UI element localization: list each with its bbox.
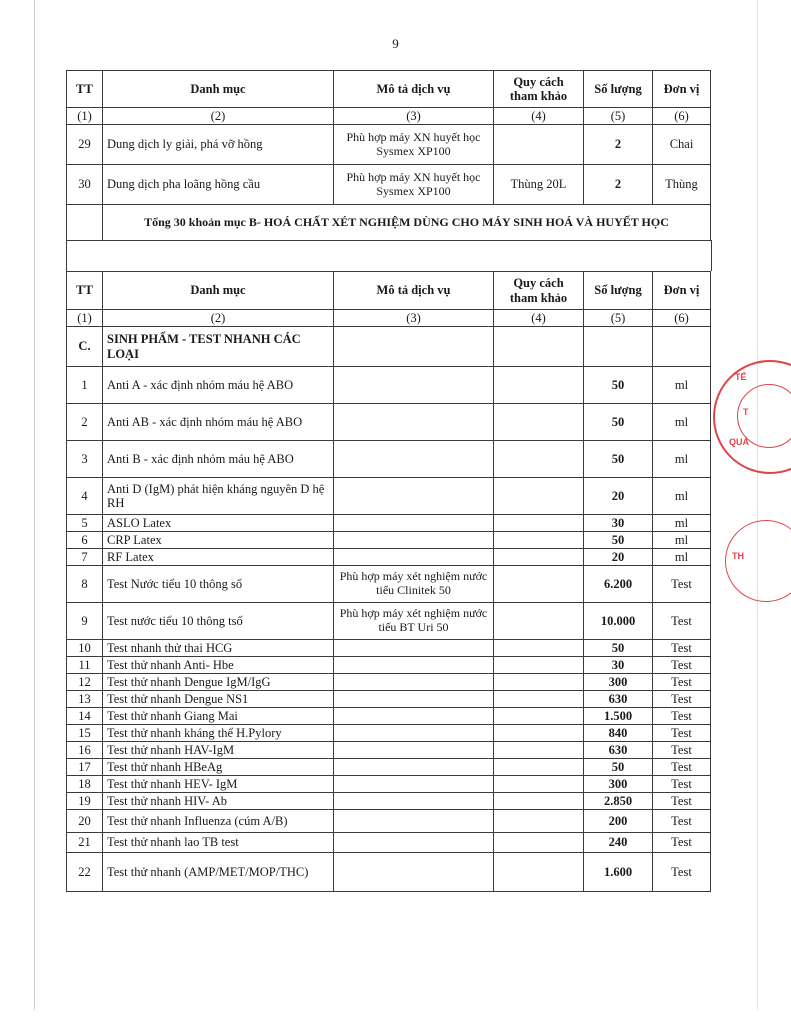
cell-tt: 6	[67, 532, 103, 549]
cell-qty: 10.000	[584, 603, 653, 640]
cell-spec	[494, 367, 584, 404]
cell-desc: Phù hợp máy XN huyết học Sysmex XP100	[334, 125, 494, 165]
table-section-b	[66, 70, 711, 241]
col-index: (6)	[653, 108, 711, 125]
cell-qty: 50	[584, 367, 653, 404]
cell-tt: 4	[67, 478, 103, 515]
cell-unit: ml	[653, 549, 711, 566]
col-index: (4)	[494, 108, 584, 125]
cell-qty: 300	[584, 776, 653, 793]
cell-spec	[494, 640, 584, 657]
cell-name: Anti AB - xác định nhóm máu hệ ABO	[103, 404, 334, 441]
col-index: (3)	[334, 108, 494, 125]
cell-spec	[494, 776, 584, 793]
cell-qty: 30	[584, 657, 653, 674]
blank-spacer	[66, 240, 712, 271]
cell-unit: ml	[653, 532, 711, 549]
cell-qty: 6.200	[584, 566, 653, 603]
cell-name: Anti B - xác định nhóm máu hệ ABO	[103, 441, 334, 478]
cell-desc	[334, 640, 494, 657]
cell-name: RF Latex	[103, 549, 334, 566]
col-index: (2)	[103, 108, 334, 125]
cell-unit: Test	[653, 776, 711, 793]
cell-qty: 50	[584, 532, 653, 549]
cell-tt: 18	[67, 776, 103, 793]
header-mo-ta: Mô tả dịch vụ	[334, 71, 494, 108]
cell-name: Test thử nhanh HIV- Ab	[103, 793, 334, 810]
cell-tt: 15	[67, 725, 103, 742]
table-row	[67, 776, 711, 793]
cell-desc	[334, 742, 494, 759]
cell-tt: 19	[67, 793, 103, 810]
header-danh-muc: Danh mục	[103, 71, 334, 108]
header-don-vi: Đơn vị	[653, 272, 711, 310]
cell-spec	[494, 515, 584, 532]
cell-desc	[334, 691, 494, 708]
cell-spec	[494, 708, 584, 725]
header-tt: TT	[67, 71, 103, 108]
cell-desc	[334, 776, 494, 793]
cell-qty: 50	[584, 404, 653, 441]
table-section-c	[66, 271, 711, 892]
cell-qty: 2	[584, 165, 653, 205]
cell-qty: 200	[584, 810, 653, 833]
table-row	[67, 657, 711, 674]
cell-qty: 1.500	[584, 708, 653, 725]
table-row	[67, 125, 711, 165]
header-tt: TT	[67, 272, 103, 310]
table-row	[67, 566, 711, 603]
cell-name: CRP Latex	[103, 532, 334, 549]
cell-tt: 12	[67, 674, 103, 691]
table-row	[67, 708, 711, 725]
cell-name: Test thử nhanh Dengue NS1	[103, 691, 334, 708]
cell-desc	[334, 810, 494, 833]
cell-qty: 50	[584, 441, 653, 478]
cell-unit: ml	[653, 515, 711, 532]
col-index: (1)	[67, 310, 103, 327]
summary-text: Tổng 30 khoản mục B- HOÁ CHẤT XÉT NGHIỆM DÙNG CHO MÁY SINH HOÁ VÀ HUYẾT HỌC	[103, 205, 711, 241]
cell-name: Test thử nhanh HAV-IgM	[103, 742, 334, 759]
page-edge-right	[757, 0, 758, 1010]
cell-name: Test Nước tiểu 10 thông số	[103, 566, 334, 603]
cell-desc	[334, 725, 494, 742]
cell-qty: 2	[584, 125, 653, 165]
table-row	[67, 759, 711, 776]
partial-red-seal: TH	[725, 520, 791, 602]
cell-spec	[494, 833, 584, 853]
cell-unit: ml	[653, 367, 711, 404]
cell-name: Test thử nhanh HEV- IgM	[103, 776, 334, 793]
table-row	[67, 165, 711, 205]
table-row	[67, 810, 711, 833]
cell-spec	[494, 725, 584, 742]
cell-tt: 11	[67, 657, 103, 674]
cell-name: Test thử nhanh kháng thể H.Pylory	[103, 725, 334, 742]
cell-desc	[334, 515, 494, 532]
cell-desc	[334, 793, 494, 810]
cell-unit: Test	[653, 833, 711, 853]
cell-spec	[494, 742, 584, 759]
cell-unit: Thùng	[653, 165, 711, 205]
col-index: (4)	[494, 310, 584, 327]
cell-desc	[334, 708, 494, 725]
cell-qty: 50	[584, 759, 653, 776]
cell-empty	[584, 327, 653, 367]
table-row	[67, 640, 711, 657]
cell-name: Dung dịch pha loãng hồng cầu	[103, 165, 334, 205]
table-row	[67, 549, 711, 566]
cell-spec	[494, 674, 584, 691]
cell-name: Test thử nhanh Dengue IgM/IgG	[103, 674, 334, 691]
col-index: (3)	[334, 310, 494, 327]
cell-qty: 840	[584, 725, 653, 742]
page-number: 9	[392, 36, 399, 51]
cell-empty	[494, 327, 584, 367]
column-index-row	[67, 108, 711, 125]
table-row	[67, 532, 711, 549]
column-index-row	[67, 310, 711, 327]
cell-unit: Test	[653, 725, 711, 742]
cell-tt: 16	[67, 742, 103, 759]
cell-desc: Phù hợp máy xét nghiệm nước tiểu BT Uri 50	[334, 603, 494, 640]
cell-tt: 8	[67, 566, 103, 603]
table-header-row	[67, 71, 711, 108]
cell-desc	[334, 853, 494, 892]
cell-tt: 20	[67, 810, 103, 833]
cell-name: Anti D (IgM) phát hiện kháng nguyên D hệ RH	[103, 478, 334, 515]
cell-unit: Test	[653, 853, 711, 892]
cell-spec	[494, 549, 584, 566]
cell-qty: 30	[584, 515, 653, 532]
cell-spec	[494, 759, 584, 776]
cell-desc	[334, 532, 494, 549]
header-don-vi: Đơn vị	[653, 71, 711, 108]
table-row	[67, 691, 711, 708]
cell-unit: Test	[653, 674, 711, 691]
cell-desc	[334, 759, 494, 776]
cell-tt: 30	[67, 165, 103, 205]
cell-desc	[334, 657, 494, 674]
cell-spec	[494, 566, 584, 603]
cell-unit: Test	[653, 793, 711, 810]
cell-tt: 1	[67, 367, 103, 404]
cell-qty: 20	[584, 549, 653, 566]
col-index: (1)	[67, 108, 103, 125]
cell-qty: 2.850	[584, 793, 653, 810]
table-row	[67, 515, 711, 532]
cell-desc	[334, 478, 494, 515]
table-row	[67, 742, 711, 759]
col-index: (5)	[584, 108, 653, 125]
table-row	[67, 725, 711, 742]
cell-spec	[494, 691, 584, 708]
cell-unit: Test	[653, 603, 711, 640]
col-index: (2)	[103, 310, 334, 327]
cell-unit: ml	[653, 441, 711, 478]
section-code: C.	[67, 327, 103, 367]
cell-desc	[334, 833, 494, 853]
cell-name: Test thử nhanh Anti- Hbe	[103, 657, 334, 674]
cell-tt: 5	[67, 515, 103, 532]
cell-desc: Phù hợp máy XN huyết học Sysmex XP100	[334, 165, 494, 205]
cell-spec: Thùng 20L	[494, 165, 584, 205]
table-row	[67, 478, 711, 515]
summary-row	[67, 205, 711, 241]
cell-name: ASLO Latex	[103, 515, 334, 532]
cell-spec	[494, 810, 584, 833]
cell-name: Test nhanh thử thai HCG	[103, 640, 334, 657]
cell-name: Test thử nhanh Giang Mai	[103, 708, 334, 725]
cell-unit: ml	[653, 478, 711, 515]
cell-unit: Test	[653, 708, 711, 725]
cell-unit: Test	[653, 640, 711, 657]
cell-spec	[494, 853, 584, 892]
table-row	[67, 833, 711, 853]
cell-empty	[334, 327, 494, 367]
cell-qty: 630	[584, 742, 653, 759]
cell-name: Dung dịch ly giải, phá vỡ hồng	[103, 125, 334, 165]
cell-tt: 22	[67, 853, 103, 892]
cell-tt: 2	[67, 404, 103, 441]
cell-unit: Test	[653, 691, 711, 708]
cell-name: Test thử nhanh HBeAg	[103, 759, 334, 776]
cell-name: Test thử nhanh (AMP/MET/MOP/THC)	[103, 853, 334, 892]
cell-unit: Test	[653, 759, 711, 776]
section-heading-row	[67, 327, 711, 367]
table-row	[67, 793, 711, 810]
table-row	[67, 441, 711, 478]
cell-tt: 21	[67, 833, 103, 853]
cell-spec	[494, 603, 584, 640]
table-row	[67, 603, 711, 640]
cell-tt: 29	[67, 125, 103, 165]
cell-desc	[334, 549, 494, 566]
cell-spec	[494, 404, 584, 441]
header-quy-cach: Quy cách tham khảo	[494, 272, 584, 310]
cell-unit: Test	[653, 810, 711, 833]
cell-desc	[334, 441, 494, 478]
header-quy-cach: Quy cách tham khảo	[494, 71, 584, 108]
table-header-row	[67, 272, 711, 310]
col-index: (5)	[584, 310, 653, 327]
cell-name: Anti A - xác định nhóm máu hệ ABO	[103, 367, 334, 404]
cell-tt: 17	[67, 759, 103, 776]
table-row	[67, 674, 711, 691]
cell-spec	[494, 125, 584, 165]
cell-qty: 300	[584, 674, 653, 691]
section-title: SINH PHẨM - TEST NHANH CÁC LOẠI	[103, 327, 334, 367]
cell-desc	[334, 404, 494, 441]
cell-unit: Chai	[653, 125, 711, 165]
cell-spec	[494, 532, 584, 549]
cell-spec	[494, 793, 584, 810]
page-edge-left	[34, 0, 35, 1010]
cell-unit: Test	[653, 657, 711, 674]
cell-name: Test thử nhanh Influenza (cúm A/B)	[103, 810, 334, 833]
table-row	[67, 367, 711, 404]
table-row	[67, 404, 711, 441]
cell-spec	[494, 478, 584, 515]
col-index: (6)	[653, 310, 711, 327]
table-row	[67, 853, 711, 892]
cell-qty: 630	[584, 691, 653, 708]
header-danh-muc: Danh mục	[103, 272, 334, 310]
cell-tt: 10	[67, 640, 103, 657]
cell-tt: 3	[67, 441, 103, 478]
cell-spec	[494, 441, 584, 478]
cell-name: Test nước tiểu 10 thông tsố	[103, 603, 334, 640]
cell-tt: 7	[67, 549, 103, 566]
cell-qty: 50	[584, 640, 653, 657]
cell-tt: 13	[67, 691, 103, 708]
cell-name: Test thử nhanh lao TB test	[103, 833, 334, 853]
cell-tt: 14	[67, 708, 103, 725]
red-seal-stamp: TẾ T QUẢ	[713, 360, 791, 474]
cell-tt: 9	[67, 603, 103, 640]
cell-unit: ml	[653, 404, 711, 441]
cell-desc: Phù hợp máy xét nghiệm nước tiểu Clinitek 50	[334, 566, 494, 603]
cell-unit: Test	[653, 742, 711, 759]
header-mo-ta: Mô tả dịch vụ	[334, 272, 494, 310]
header-so-luong: Số lượng	[584, 71, 653, 108]
cell-spec	[494, 657, 584, 674]
header-so-luong: Số lượng	[584, 272, 653, 310]
summary-cell-empty	[67, 205, 103, 241]
cell-qty: 20	[584, 478, 653, 515]
cell-unit: Test	[653, 566, 711, 603]
cell-desc	[334, 674, 494, 691]
cell-empty	[653, 327, 711, 367]
cell-qty: 240	[584, 833, 653, 853]
cell-desc	[334, 367, 494, 404]
cell-qty: 1.600	[584, 853, 653, 892]
